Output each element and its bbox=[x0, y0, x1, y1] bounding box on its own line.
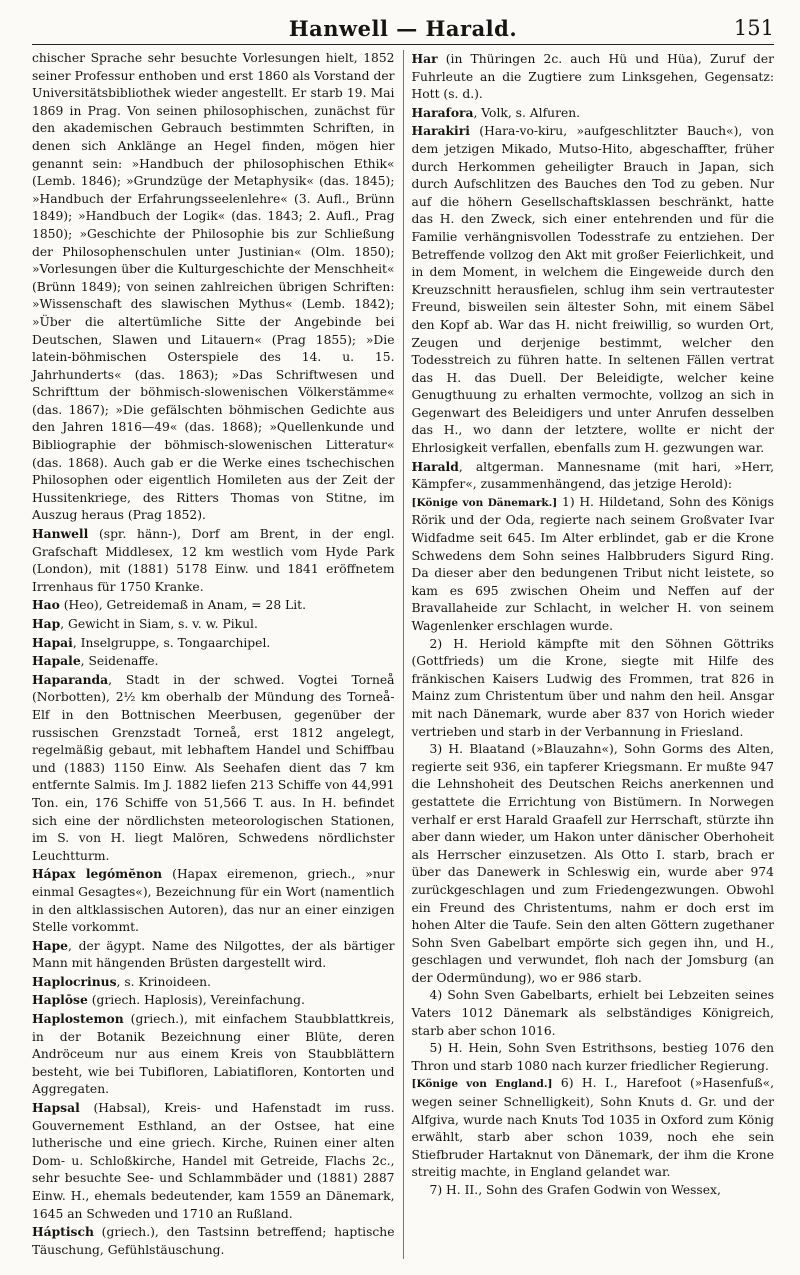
entry-headword: Hapale bbox=[32, 653, 81, 669]
entry-text: (Habsal), Kreis- und Hafenstadt im russ. Gouvernement Esthland, an der Ostsee, hat eine lutherische und eine griech. Kirche, Ruinen einer alten Dom- u. Schloßkirche, Handel mit Getreide, Flachs 2c., sehr besuchte See- und Schlammbäder und (1881) 2887 Einw. H., ehemals bedeutender, kam 1559 an Dänemark, 1645 an Schweden und 1710 an Rußland. bbox=[32, 1101, 395, 1221]
text-columns bbox=[32, 50, 774, 1259]
entry-text: (Hapax eiremenon, griech., »nur einmal Gesagtes«), Bezeichnung für ein Wort (namentlich in den altklassischen Autoren), das nur an einer einzigen Stelle vorkommt. bbox=[32, 867, 395, 935]
dictionary-entry bbox=[412, 122, 775, 457]
entry-headword: Hápax legómĕnon bbox=[32, 866, 163, 882]
entry-text: , altgerman. Mannesname (mit hari, »Herr, Kämpfer«, zusammenhängend, das jetzige Herold): bbox=[411, 459, 774, 492]
entry-text: , Inselgruppe, s. Tongaarchipel. bbox=[72, 635, 271, 650]
section-tag: [Könige von England.] bbox=[411, 1078, 553, 1091]
entry-headword: Har bbox=[411, 51, 438, 66]
entry-text: (griech.), mit einfachem Staubblattkreis, in der Botanik Bezeichnung einer Blüte, deren Andröceum nur aus einem Kreis von Staubblättern besteht, wie bei Tubifloren, Labiatifloren, Kontorten und Aggregaten. bbox=[32, 1012, 395, 1097]
entry-headword: Hap bbox=[32, 616, 61, 631]
entry-text: , der ägypt. Name des Nilgottes, der als bärtiger Mann mit hängenden Brüsten dargestellt wird. bbox=[32, 938, 395, 971]
entry-text: (spr. hänn-), Dorf am Brent, in der engl. Grafschaft Middlesex, 12 km westlich vom Hyde Park (London), mit (1881) 5178 Einw. und 1841 eröffnetem Irrenhaus für 1750 Kranke. bbox=[32, 527, 395, 594]
section-tag: [Könige von Dänemark.] bbox=[411, 496, 558, 509]
dictionary-entry bbox=[32, 991, 395, 1010]
entry-text: (griech.), den Tastsinn betreffend; haptische Täuschung, Gefühlstäuschung. bbox=[32, 1225, 395, 1257]
dictionary-entry bbox=[32, 937, 395, 973]
entry-text: , Seidenaffe. bbox=[80, 654, 159, 669]
dictionary-entry bbox=[412, 1075, 775, 1182]
dictionary-entry bbox=[32, 50, 395, 525]
entry-text: 5) H. Hein, Sohn Sven Estrithsons, bestieg 1076 den Thron und starb 1080 nach kurzer friedlicher Regierung. bbox=[411, 1041, 774, 1073]
dictionary-entry bbox=[32, 1099, 395, 1223]
running-title: Hanwell — Harald. bbox=[288, 16, 518, 41]
dictionary-entry bbox=[32, 865, 395, 936]
entry-text: 2) H. Heriold kämpfte mit den Söhnen Göttriks (Gottfrieds) um die Krone, siegte mit Hilfe des fränkischen Kaisers Ludwig des Frommen, trat 826 in Mainz zum Christentum über und nahm den heil. Ansgar mit nach Dänemark, wurde aber 837 von Horich wieder vertrieben und starb in der Verbannung in Friesland. bbox=[411, 636, 774, 739]
entry-headword: Hape bbox=[32, 937, 69, 953]
entry-headword: Harafora bbox=[411, 104, 474, 120]
entry-text: (Hara-vo-kiru, »aufgeschlitzter Bauch«), von dem jetzigen Mikado, Mutso-Hito, abgeschaffter, früher durch Herkommen geheiligter Brauch in Japan, sich durch Aufschlitzen des Bauches den Tod zu geben. Nur auf die höhern Gesellschaftsklassen beschränkt, hatte das H. den Zweck, sich einer entehrenden und für die Familie verhängnisvollen Todesstrafe zu entziehen. Der Betreffende vollzog den Akt mit großer Feierlichkeit, und in dem Moment, in welchem die Eingeweide durch den Kreuzschnitt herausfielen, schlug ihm sein vertrautester Freund, bisweilen sein ältester Sohn, mit einem Säbel den Kopf ab. War das H. nicht freiwillig, so wurden Ort, Zeugen und derjenige bestimmt, welcher den Todesstreich zu führen hatte. In seltenen Fällen vertrat das H. das Duell. Der Beleidigte, welcher keine Genugthuung zu erhalten vermochte, vollzog an sich in Gegenwart des Beleidigers und unter Anrufen desselben das H., wo dann der letztere, wollte er nicht der Ehrlosigkeit verfallen, ebenfalls zum H. gezwungen war. bbox=[411, 124, 774, 456]
entry-headword: Hapsal bbox=[32, 1100, 80, 1116]
entry-text: (Heo), Getreidemaß in Anam, = 28 Lit. bbox=[59, 598, 307, 613]
dictionary-entry bbox=[412, 494, 775, 636]
entry-text: , Stadt in der schwed. Vogtei Torneå (Norbotten), 2½ km oberhalb der Mündung des Torneå-Elf in den Bottnischen Meerbusen, gegenüber der russischen Grenzstadt Torneå, erst 1812 angelegt, regelmäßig gebaut, mit lebhaftem Handel und Schiffbau und (1883) 1150 Einw. Als Seehafen dient das 7 km entfernte Salmis. Im J. 1882 liefen 213 Schiffe von 44,991 Ton. ein, 176 Schiffe von 51,566 T. aus. In H. befindet sich eine der nördlichsten meteorologischen Stationen, im S. von H. liegt Malören, Schwedens nördlichster Leuchtturm. bbox=[32, 672, 395, 863]
right-column bbox=[403, 50, 775, 1259]
page-header bbox=[32, 14, 774, 45]
dictionary-entry bbox=[32, 1223, 395, 1259]
dictionary-entry bbox=[32, 973, 395, 992]
entry-text: , s. Krinoideen. bbox=[116, 974, 211, 989]
dictionary-entry bbox=[32, 596, 395, 615]
dictionary-entry bbox=[412, 50, 775, 104]
entry-text: chischer Sprache sehr besuchte Vorlesungen hielt, 1852 seiner Professur enthoben und erst 1860 als Vorstand der Universitätsbibliothek wieder angestellt. Er starb 19. Mai 1869 in Prag. Von seinen philosophischen, zunächst für den akademischen Gebrauch bestimmten Schriften, in denen sich Anklänge an Hegel finden, mögen hier genannt sein: »Handbuch der philosophischen Ethik« (Lemb. 1846); »Grundzüge der Metaphysik« (das. 1845); »Handbuch der Erfahrungsseelenlehre« (3. Aufl., Brünn 1849); »Handbuch der Logik« (das. 1843; 2. Aufl., Prag 1850); »Geschichte der Philosophie bis zur Schließung der Philosophenschulen unter Justinian« (Olm. 1850); »Vorlesungen über die Kulturgeschichte der Menschheit« (Brünn 1849); von seinen zahlreichen übrigen Schriften: »Wissenschaft des slawischen Mythus« (Lemb. 1842); »Über die altertümliche Sitte der Angebinde bei Deutschen, Slawen und Litauern« (Prag 1855); »Die latein-böhmischen Osterspiele des 14. u. 15. Jahrhunderts« (das. 1863); »Das Schriftwesen und Schrifttum der böhmisch-slowenischen Völkerstämme« (das. 1867); »Die gefälschten böhmischen Gedichte aus den Jahren 1816—49« (das. 1868); »Quellenkunde und Bibliographie der böhmisch-slowenischen Litteratur« (das. 1868). Auch gab er die Werke eines tschechischen Philosophen oder eigentlich Homileten aus der Zeit der Hussitenkriege, des Ritters Thomas von Stitne, im Auszug heraus (Prag 1852). bbox=[32, 51, 395, 523]
entry-text: , Gewicht in Siam, s. v. w. Pikul. bbox=[60, 617, 258, 631]
entry-text: 6) H. I., Harefoot (»Hasenfuß«, wegen seiner Schnelligkeit), Sohn Knuts d. Gr. und der Alfgiva, wurde nach Knuts Tod 1035 in Oxford zum König erwählt, starb aber schon 1039, noch ehe sein Stiefbruder Hartaknut von Dänemark, der ihm die Krone streitig machte, in England gelandet war. bbox=[411, 1076, 775, 1180]
entry-text: 4) Sohn Sven Gabelbarts, erhielt bei Lebzeiten seines Vaters 1012 Dänemark als selbständiges Königreich, starb aber schon 1016. bbox=[411, 988, 774, 1038]
entry-headword: Haparanda bbox=[32, 671, 109, 687]
dictionary-entry bbox=[32, 652, 395, 671]
dictionary-entry bbox=[32, 634, 395, 653]
dictionary-entry bbox=[32, 615, 395, 634]
dictionary-entry bbox=[412, 636, 775, 742]
entry-headword: Haplostemon bbox=[32, 1011, 124, 1027]
dictionary-entry bbox=[412, 104, 775, 123]
entry-headword: Hanwell bbox=[32, 526, 89, 542]
dictionary-entry bbox=[32, 525, 395, 596]
entry-headword: Haplōse bbox=[32, 992, 88, 1008]
entry-text: , Volk, s. Alfuren. bbox=[473, 105, 581, 120]
entry-headword: Harald bbox=[411, 458, 459, 474]
entry-text: (griech. Haplosis), Vereinfachung. bbox=[87, 993, 305, 1008]
entry-headword: Harakiri bbox=[411, 123, 470, 139]
dictionary-entry bbox=[32, 1010, 395, 1099]
entry-headword: Haplocrinus bbox=[32, 973, 117, 989]
dictionary-entry bbox=[412, 987, 775, 1040]
dictionary-entry bbox=[32, 671, 395, 866]
entry-headword: Hapai bbox=[32, 634, 73, 650]
left-column bbox=[32, 50, 395, 1259]
dictionary-entry bbox=[412, 1040, 775, 1075]
entry-text: (in Thüringen 2c. auch Hü und Hüa), Zuruf der Fuhrleute an die Zugtiere zum Linksgehen, Gegensatz: Hott (s. d.). bbox=[411, 52, 774, 102]
entry-text: 1) H. Hildetand, Sohn des Königs Rörik und der Oda, regierte nach seinem Großvater Ivar Widfadme seit 645. Im Alter erblindet, gab er die Krone Schwedens dem Sohn seines Halbbruders Sigurd Ring. Da dieser aber den bedungenen Tribut nicht leistete, so kam es 695 zwischen Oheim und Neffen auf der Bravallaheide zur Schlacht, in welcher H. von seinem Wagenlenker erschlagen wurde. bbox=[411, 494, 774, 633]
entry-headword: Hao bbox=[32, 597, 60, 613]
dictionary-entry bbox=[412, 741, 775, 987]
dictionary-entry bbox=[412, 458, 775, 494]
entry-text: 7) H. II., Sohn des Grafen Godwin von Wessex, bbox=[429, 1183, 721, 1197]
entry-headword: Háptisch bbox=[32, 1224, 94, 1240]
dictionary-entry bbox=[412, 1182, 775, 1200]
page-number: 151 bbox=[733, 16, 774, 40]
entry-text: 3) H. Blaatand (»Blauzahn«), Sohn Gorms des Alten, regierte seit 936, ein tapferer Kriegsmann. Er mußte 947 die Lehnshoheit des Deutschen Reichs anerkennen und gestattete die Errichtung von Bistümern. In Norwegen verhalf er erst Harald Graafell zur Herrschaft, stürzte ihn aber dann wieder, um Hakon unter dänischer Oberhoheit als Herrscher einzusetzen. Als Otto I. starb, brach er über das Danewerk in Schleswig ein, wurde aber 974 zurückgeschlagen und zum Friedengezwungen. Obwohl ein Freund des Christentums, nahm er doch erst im hohen Alter die Taufe. Sein den alten Göttern zugethaner Sohn Sven Gabelbart empörte sich gegen ihn, und H., geschlagen und verwundet, floh nach der Jomsburg (an der Odermündung), wo er 986 starb. bbox=[411, 742, 774, 985]
